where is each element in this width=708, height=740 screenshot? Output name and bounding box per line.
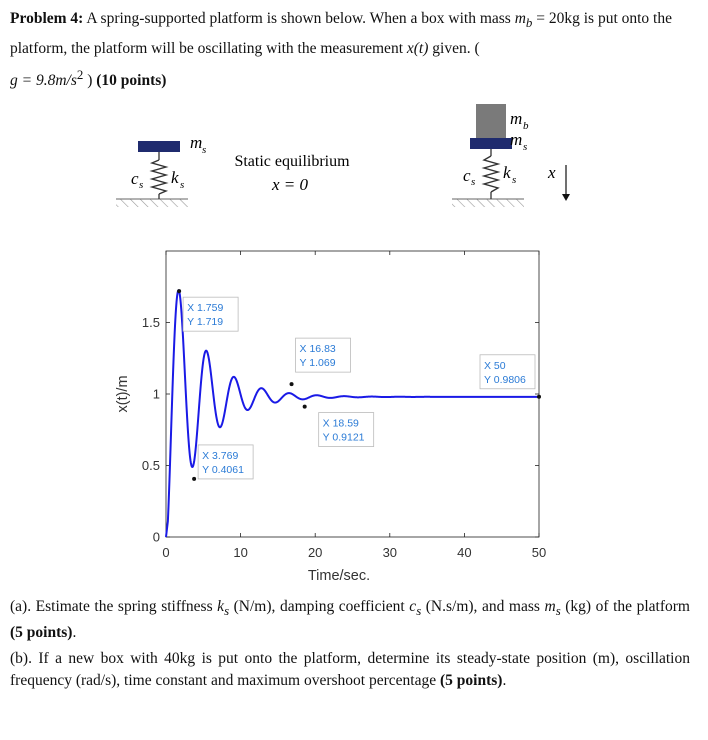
datatip-x-label: X 1.759	[187, 302, 224, 315]
datatip-y-label: Y 1.719	[187, 316, 224, 329]
datatip-marker[interactable]	[537, 395, 541, 399]
datatip-marker[interactable]	[290, 382, 294, 386]
part-a	[10, 596, 690, 644]
part-a-c-sub: s	[416, 603, 422, 619]
x-tick-label: 20	[307, 545, 323, 560]
gravity-value: g = 9.8m/s	[10, 72, 77, 90]
static-equilibrium-label: Static equilibrium	[234, 153, 350, 170]
left-spring	[152, 160, 166, 194]
left-system	[116, 133, 206, 207]
x-tick-label: 40	[457, 545, 472, 560]
problem-heading: Problem 4:	[10, 10, 84, 27]
datatip-y-label: Y 1.069	[299, 357, 336, 370]
part-a-text-3: (N.s/m), and mass	[421, 598, 545, 615]
measurement-symbol: x(t)	[406, 40, 429, 58]
part-a-text-4: (kg) of the platform	[560, 598, 690, 615]
right-ground	[452, 199, 524, 207]
box-mass-value: = 20kg	[532, 10, 580, 27]
box-mass-sub: b	[525, 15, 533, 31]
y-tick-label: 0	[152, 529, 160, 545]
chart-xlabel: Time/sec.	[307, 568, 371, 584]
chart-plot-area	[166, 251, 539, 537]
right-mass-sub: s	[523, 141, 528, 153]
left-spring-sub: s	[180, 179, 185, 191]
right-mass-label: m	[510, 130, 523, 149]
part-a-label: (a).	[10, 598, 32, 615]
part-a-text-1: Estimate the spring stiffness	[31, 598, 218, 615]
left-damper-sub: s	[139, 179, 144, 191]
static-equilibrium-x: x = 0	[271, 175, 309, 194]
y-tick-label: 1	[152, 386, 160, 402]
left-mass-sub: s	[202, 144, 207, 156]
datatip-x-label: X 18.59	[322, 417, 359, 430]
part-a-m-sub: s	[555, 603, 561, 619]
part-a-points: (5 points)	[10, 624, 73, 642]
y-tick-label: 1.5	[141, 315, 160, 330]
problem-points: (10 points)	[96, 72, 167, 90]
displacement-label: x	[548, 163, 556, 182]
part-b-label: (b).	[10, 650, 32, 667]
part-b-end: .	[502, 672, 507, 689]
right-spring-sub: s	[512, 174, 517, 186]
right-damper-sub: s	[471, 176, 476, 188]
right-box-sub: b	[523, 120, 529, 132]
part-b-text: If a new box with 40kg is put onto the platform, determine its steady-state position (m), oscillation frequency (rad/s), time constant and maximum overshoot percentage	[10, 650, 690, 689]
part-a-c: c	[409, 598, 417, 615]
part-b-points: (5 points)	[439, 672, 503, 689]
problem-text-4: )	[83, 72, 97, 90]
problem-text-2: is put onto the platform, the platform will be oscillating with the measurement	[10, 10, 672, 58]
right-spring-label: k	[503, 163, 511, 182]
y-tick-label: 0.5	[141, 458, 160, 473]
x-tick-label: 30	[382, 545, 398, 560]
right-damper-label: c	[463, 166, 471, 185]
part-a-text-2: (N/m), damping coefficient	[229, 598, 410, 615]
datatip-marker[interactable]	[177, 289, 181, 293]
datatip-marker[interactable]	[192, 477, 196, 481]
datatip-x-label: X 50	[484, 359, 506, 372]
right-platform	[470, 138, 512, 149]
x-tick-label: 10	[233, 545, 248, 560]
left-damper-label: c	[131, 169, 139, 188]
right-box-label: m	[510, 109, 523, 128]
part-b	[10, 648, 690, 692]
x-tick-label: 50	[531, 545, 547, 560]
datatip-y-label: Y 0.9121	[322, 431, 365, 444]
left-platform	[138, 141, 180, 152]
problem-text-3: given. (	[428, 40, 480, 58]
chart-ylabel: x(t)/m	[115, 375, 131, 413]
datatip-x-label: X 16.83	[299, 343, 336, 356]
right-box	[476, 104, 506, 138]
part-a-m: m	[544, 598, 556, 615]
problem-text-1: A spring-supported platform is shown below. When a box with mass	[83, 10, 515, 27]
left-ground	[116, 199, 188, 207]
right-system	[452, 104, 570, 207]
right-spring	[484, 156, 498, 192]
gravity-exponent: 2	[76, 67, 84, 83]
part-a-k-sub: s	[224, 603, 230, 619]
datatip-x-label: X 3.769	[202, 449, 239, 462]
displacement-arrowhead	[562, 194, 570, 201]
datatip-y-label: Y 0.4061	[202, 463, 244, 476]
left-spring-label: k	[171, 168, 179, 187]
datatip-marker[interactable]	[303, 405, 307, 409]
part-a-end: .	[72, 624, 77, 642]
datatip-y-label: Y 0.9806	[484, 373, 526, 386]
part-a-k: k	[217, 598, 225, 615]
chart	[115, 251, 546, 584]
left-mass-label: m	[190, 133, 203, 152]
x-tick-label: 0	[162, 545, 170, 560]
box-mass-symbol: m	[514, 10, 526, 27]
